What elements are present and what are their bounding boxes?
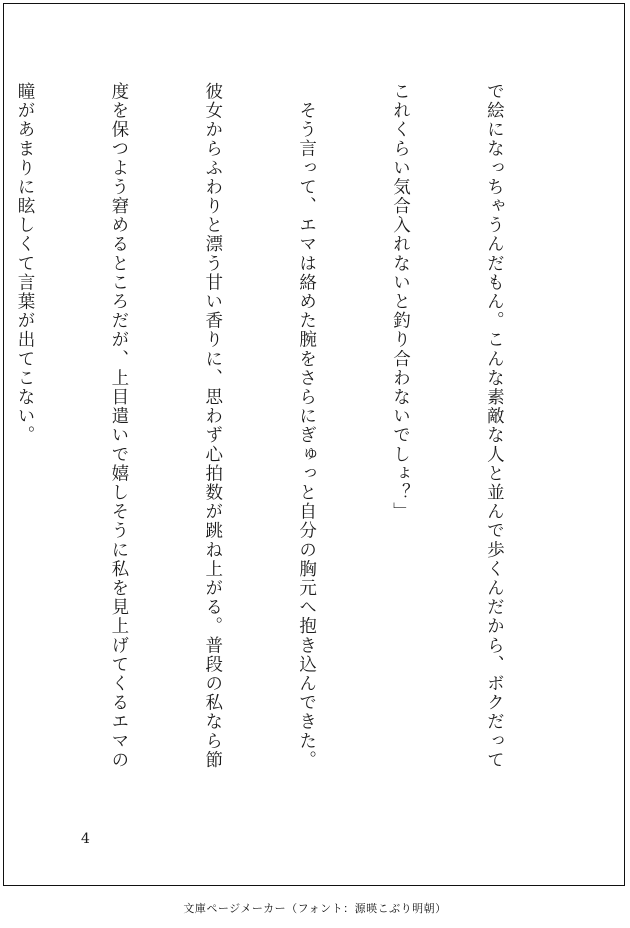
text-line: で絵になっちゃうんだもん。こんな素敵な人と並んで歩くんだから、ボクだって bbox=[484, 82, 505, 770]
text-line: 度を保つよう窘めるところだが、上目遣いで嬉しそうに私を見上げてくるエマの bbox=[108, 82, 129, 770]
footer-caption: 文庫ページメーカー（フォント：源暎こぶり明朝） bbox=[183, 902, 447, 915]
page-number: 4 bbox=[81, 831, 90, 847]
text-line: そう言って、エマは絡めた腕をさらにぎゅっと自分の胸元へ抱き込んできた。 bbox=[296, 82, 317, 770]
text-line: これくらい気合入れないと釣り合わないでしょ？」 bbox=[390, 82, 411, 522]
text-line: 瞳があまりに眩しくて言葉が出てこない。 bbox=[14, 82, 35, 445]
vertical-text-body bbox=[0, 82, 572, 802]
book-page bbox=[3, 3, 625, 886]
text-line: 彼女からふわりと漂う甘い香りに、思わず心拍数が跳ね上がる。普段の私なら節 bbox=[202, 82, 223, 770]
